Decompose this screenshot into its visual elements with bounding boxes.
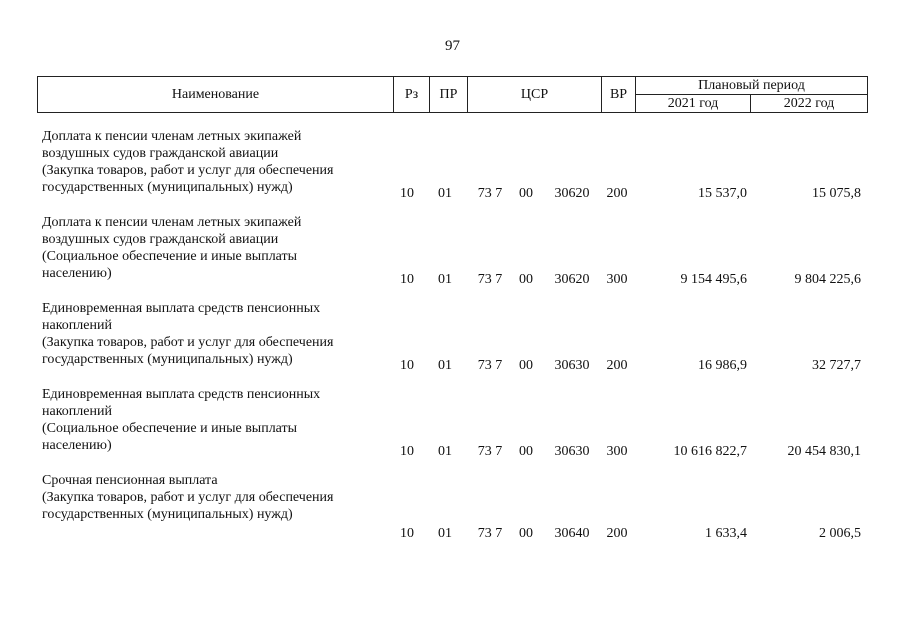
row-name-line: накоплений	[42, 404, 112, 419]
row-csr-program: 73 7	[477, 444, 503, 459]
table-row	[37, 300, 867, 386]
row-rz: 10	[400, 358, 414, 373]
row-value-2022: 9 804 225,6	[794, 272, 861, 287]
row-pr: 01	[438, 272, 452, 287]
row-name-line: населению)	[42, 438, 112, 453]
header-rz: Рз	[394, 77, 430, 113]
row-name-line: (Закупка товаров, работ и услуг для обеспечения	[42, 490, 334, 505]
row-csr-direction: 30640	[554, 526, 590, 541]
row-name-line: (Социальное обеспечение и иные выплаты	[42, 249, 298, 264]
row-value-2021: 9 154 495,6	[680, 272, 747, 287]
header-planned-period: Плановый период	[636, 77, 868, 95]
row-value-2022: 2 006,5	[819, 526, 861, 541]
row-csr-program: 73 7	[477, 358, 503, 373]
row-csr-subprogram: 00	[519, 272, 533, 287]
row-csr-program: 73 7	[477, 272, 503, 287]
header-year-2022: 2022 год	[751, 95, 868, 113]
row-name-line: Единовременная выплата средств пенсионных	[42, 301, 321, 316]
header-vr: ВР	[602, 77, 636, 113]
row-name-line: населению)	[42, 266, 112, 281]
row-value-2021: 15 537,0	[698, 186, 747, 201]
row-value-2021: 16 986,9	[698, 358, 747, 373]
row-value-2022: 15 075,8	[812, 186, 861, 201]
row-csr-program: 73 7	[477, 526, 503, 541]
row-csr-subprogram: 00	[519, 526, 533, 541]
row-csr-direction: 30630	[554, 444, 590, 459]
row-name	[42, 472, 392, 523]
row-vr: 300	[606, 444, 628, 459]
row-name-line: (Закупка товаров, работ и услуг для обеспечения	[42, 163, 334, 178]
row-csr-subprogram: 00	[519, 186, 533, 201]
table-row	[37, 214, 867, 300]
row-name-line: воздушных судов гражданской авиации	[42, 232, 279, 247]
row-csr-program: 73 7	[477, 186, 503, 201]
table-body	[37, 128, 867, 542]
row-name-line: накоплений	[42, 318, 112, 333]
row-vr: 200	[606, 526, 628, 541]
row-value-2021: 10 616 822,7	[673, 444, 747, 459]
row-csr-direction: 30630	[554, 358, 590, 373]
table-row	[37, 128, 867, 214]
row-pr: 01	[438, 444, 452, 459]
row-pr: 01	[438, 358, 452, 373]
header-name: Наименование	[38, 77, 394, 113]
row-pr: 01	[438, 526, 452, 541]
row-name-line: (Закупка товаров, работ и услуг для обеспечения	[42, 335, 334, 350]
header-csr: ЦСР	[468, 77, 602, 113]
row-name-line: Доплата к пенсии членам летных экипажей	[42, 215, 302, 230]
header-year-2021: 2021 год	[636, 95, 751, 113]
row-csr-direction: 30620	[554, 186, 590, 201]
row-vr: 200	[606, 186, 628, 201]
row-value-2021: 1 633,4	[705, 526, 747, 541]
row-csr-direction: 30620	[554, 272, 590, 287]
page-number: 97	[445, 38, 460, 54]
row-value-2022: 32 727,7	[812, 358, 861, 373]
table-row	[37, 472, 867, 542]
row-name	[42, 300, 392, 368]
row-value-2022: 20 454 830,1	[787, 444, 861, 459]
row-csr-subprogram: 00	[519, 444, 533, 459]
row-name-line: государственных (муниципальных) нужд)	[42, 507, 293, 522]
row-name-line: (Социальное обеспечение и иные выплаты	[42, 421, 298, 436]
row-name	[42, 214, 392, 282]
row-name-line: Доплата к пенсии членам летных экипажей	[42, 129, 302, 144]
row-name-line: Единовременная выплата средств пенсионных	[42, 387, 321, 402]
table-header	[37, 76, 868, 113]
row-rz: 10	[400, 186, 414, 201]
header-pr: ПР	[430, 77, 468, 113]
table-row	[37, 386, 867, 472]
row-name-line: государственных (муниципальных) нужд)	[42, 352, 293, 367]
row-name-line: Срочная пенсионная выплата	[42, 473, 218, 488]
row-rz: 10	[400, 444, 414, 459]
row-vr: 300	[606, 272, 628, 287]
row-name-line: воздушных судов гражданской авиации	[42, 146, 279, 161]
row-name	[42, 128, 392, 196]
row-csr-subprogram: 00	[519, 358, 533, 373]
row-name-line: государственных (муниципальных) нужд)	[42, 180, 293, 195]
row-vr: 200	[606, 358, 628, 373]
row-pr: 01	[438, 186, 452, 201]
row-rz: 10	[400, 272, 414, 287]
row-name	[42, 386, 392, 454]
row-rz: 10	[400, 526, 414, 541]
